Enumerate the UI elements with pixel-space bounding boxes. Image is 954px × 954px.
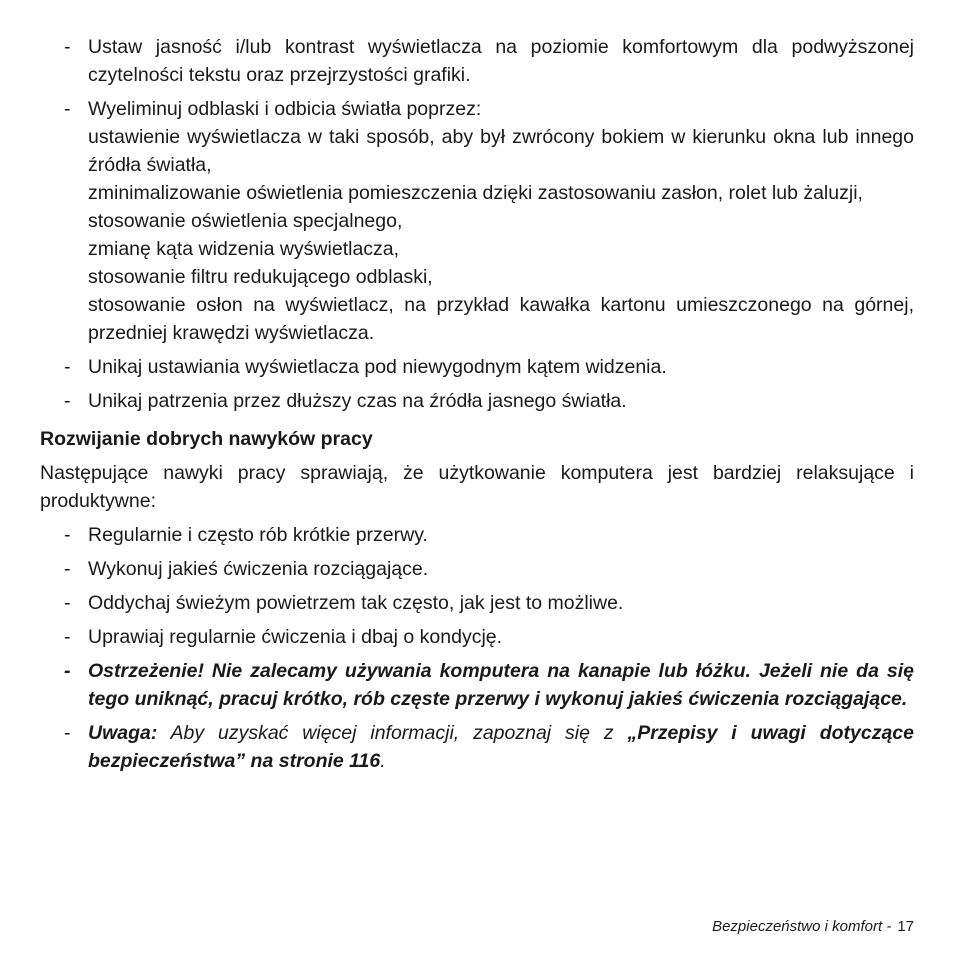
list-item — [40, 353, 914, 381]
warning-text: Ostrzeżenie! Nie zalecamy używania komputera na kanapie lub łóżku. Jeżeli nie da się tego uniknąć, pracuj krótko, rób częste przerwy i wykonuj jakieś ćwiczenia rozciągające. — [88, 660, 914, 710]
note-reference-link[interactable]: „Przepisy i uwagi dotyczące bezpieczeństwa” na stronie 116 — [88, 722, 914, 772]
list-item-text: Unikaj patrzenia przez dłuższy czas na źródła jasnego światła. — [88, 390, 627, 412]
list-item — [40, 623, 914, 651]
list-dash: - — [64, 722, 71, 744]
list-item-intro: Wyeliminuj odblaski i odbicia światła poprzez: — [88, 98, 482, 120]
page-footer — [712, 917, 914, 937]
list-dash: - — [64, 524, 71, 546]
note-end: . — [380, 750, 386, 772]
sub-item: stosowanie osłon na wyświetlacz, na przykład kawałka kartonu umieszczonego na górnej, przedniej krawędzi wyświetlacza. — [88, 294, 914, 344]
list-item — [40, 95, 914, 347]
list-item — [40, 387, 914, 415]
sub-item: stosowanie filtru redukującego odblaski, — [88, 266, 433, 288]
list-dash: - — [64, 592, 71, 614]
note-item — [40, 719, 914, 775]
page-content — [40, 33, 914, 781]
list-dash: - — [64, 660, 71, 682]
list-item-text: Regularnie i często rób krótkie przerwy. — [88, 524, 428, 546]
page-number: 17 — [897, 918, 914, 935]
footer-title: Bezpieczeństwo i komfort - — [712, 918, 892, 935]
sub-item: zminimalizowanie oświetlenia pomieszczenia dzięki zastosowaniu zasłon, rolet lub żaluzji, — [88, 182, 863, 204]
warning-item — [40, 657, 914, 713]
list-dash: - — [64, 626, 71, 648]
list-item — [40, 589, 914, 617]
note-text: Aby uzyskać więcej informacji, zapoznaj się z — [157, 722, 628, 744]
list-item-text: Oddychaj świeżym powietrzem tak często, jak jest to możliwe. — [88, 592, 624, 614]
note-label: Uwaga: — [88, 722, 158, 744]
list-dash: - — [64, 558, 71, 580]
section-heading: Rozwijanie dobrych nawyków pracy — [40, 428, 373, 450]
list-item — [40, 555, 914, 583]
list-item-text: Uprawiaj regularnie ćwiczenia i dbaj o kondycję. — [88, 626, 503, 648]
list-dash: - — [64, 98, 71, 120]
sub-item: zmianę kąta widzenia wyświetlacza, — [88, 238, 400, 260]
list-dash: - — [64, 36, 71, 58]
list-item-text: Ustaw jasność i/lub kontrast wyświetlacza na poziomie komfortowym dla podwyższonej czytelności tekstu oraz przejrzystości grafiki. — [88, 36, 914, 86]
list-dash: - — [64, 390, 71, 412]
list-item — [40, 33, 914, 89]
section-intro: Następujące nawyki pracy sprawiają, że użytkowanie komputera jest bardziej relaksujące i produktywne: — [40, 462, 914, 512]
sub-item: stosowanie oświetlenia specjalnego, — [88, 210, 403, 232]
list-item-text: Wykonuj jakieś ćwiczenia rozciągające. — [88, 558, 429, 580]
sub-item: ustawienie wyświetlacza w taki sposób, aby był zwrócony bokiem w kierunku okna lub innego źródła światła, — [88, 126, 914, 176]
list-item — [40, 521, 914, 549]
list-item-text: Unikaj ustawiania wyświetlacza pod niewygodnym kątem widzenia. — [88, 356, 667, 378]
list-dash: - — [64, 356, 71, 378]
